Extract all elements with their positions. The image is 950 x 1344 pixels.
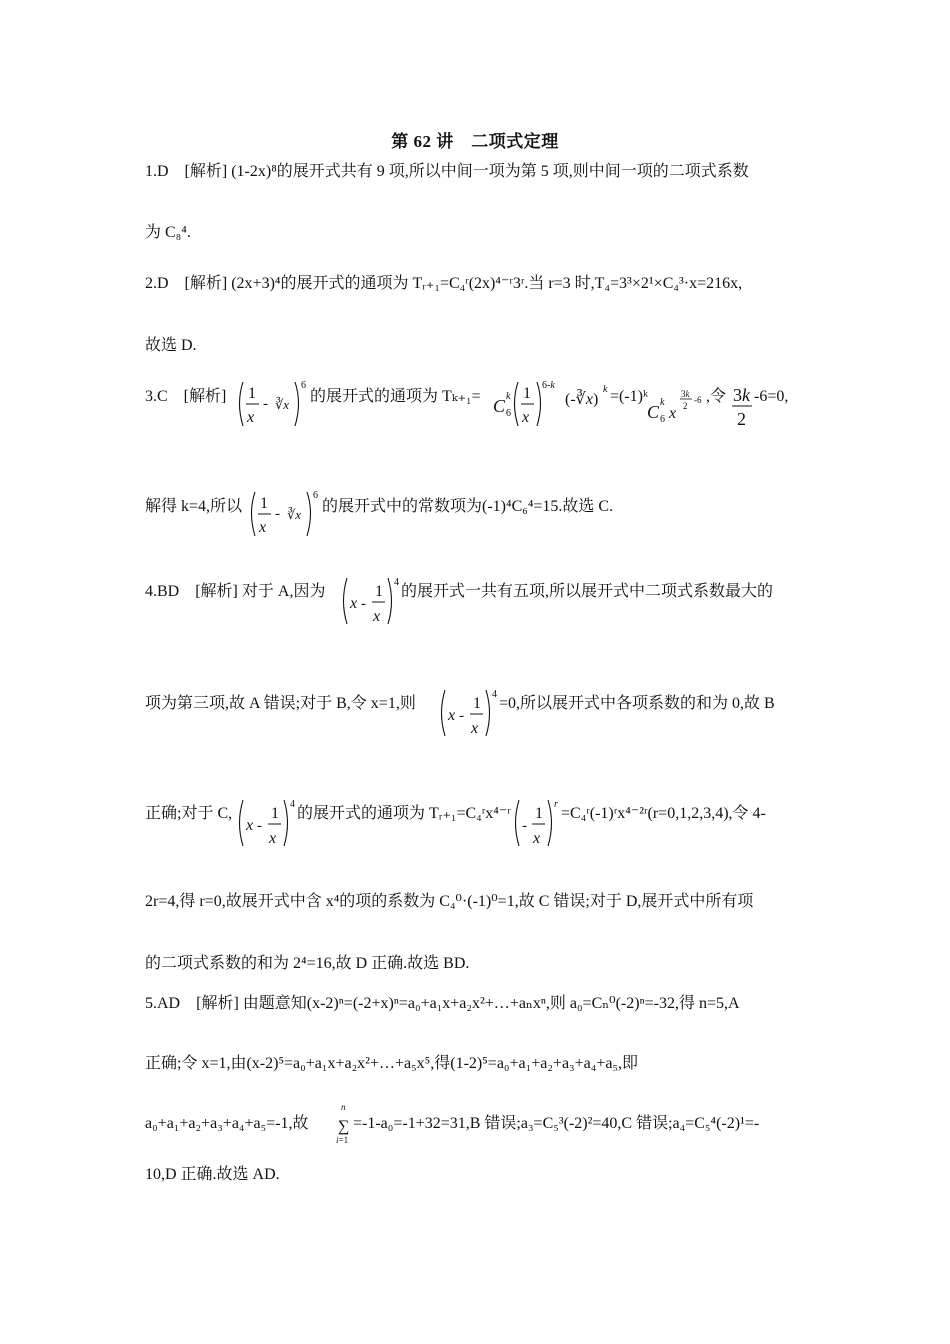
q4-l1-start: 4.BD [解析] 对于 A,因为 xyxy=(145,583,326,600)
q2-line-1: 2.D [解析] (2x+3)⁴的展开式的通项为 Tᵣ₊₁=C₄ʳ(2x)⁴⁻ʳ3ʳ.当 r=3 时,T₄=3³×2¹×C₄³·x=216x, xyxy=(145,275,743,292)
svg-text:6: 6 xyxy=(313,490,318,501)
svg-text:∑: ∑ xyxy=(338,1118,350,1135)
svg-text:1: 1 xyxy=(248,385,256,402)
q4-line-3 xyxy=(145,788,835,848)
q3-eq-text: -6=0, xyxy=(754,388,789,405)
svg-text:∛x: ∛x xyxy=(275,397,290,412)
svg-text:1: 1 xyxy=(260,495,268,512)
q3-label: 3.C [解析] xyxy=(145,388,227,405)
svg-text:i=1: i=1 xyxy=(336,1135,349,1145)
q5-line-3 xyxy=(145,1098,835,1158)
svg-text:4: 4 xyxy=(290,799,295,810)
svg-text:-: - xyxy=(459,708,464,724)
svg-text:x: x xyxy=(533,830,541,847)
q4-line-2 xyxy=(145,678,835,738)
svg-text:-6: -6 xyxy=(694,395,702,405)
q4-l3-mid: 的展开式的通项为 Tᵣ₊₁=C₄ʳx⁴⁻ʳ xyxy=(297,805,511,822)
svg-text:-: - xyxy=(275,506,280,522)
svg-text:1: 1 xyxy=(535,805,543,822)
svg-text:3k: 3k xyxy=(681,389,690,399)
q4-l2-end: =0,所以展开式中各项系数的和为 0,故 B xyxy=(499,695,775,712)
svg-text:x: x xyxy=(350,595,358,612)
q4-line-4: 2r=4,得 r=0,故展开式中含 x⁴的项的系数为 C₄⁰·(-1)⁰=1,故 C 错误;对于 D,展开式中所有项 xyxy=(145,893,754,910)
svg-text:(-∛x): (-∛x) xyxy=(565,391,599,408)
q1-line-1: 1.D [解析] (1-2x)⁸的展开式共有 9 项,所以中间一项为第 5 项,则中间一项的二项式系数 xyxy=(145,163,749,180)
q3-ling-text: ,令 xyxy=(706,388,727,405)
q3-line-1 xyxy=(145,368,835,428)
svg-text:C: C xyxy=(493,396,506,416)
q5-line-1: 5.AD [解析] 由题意知(x-2)ⁿ=(-2+x)ⁿ=a₀+a₁x+a₂x²+…+aₙxⁿ,则 a₀=Cₙ⁰(-2)ⁿ=-32,得 n=5,A xyxy=(145,995,740,1012)
q3-sign-text: =(-1)ᵏ xyxy=(610,388,649,405)
q2-line-2: 故选 D. xyxy=(145,337,197,354)
q4-l2-start: 项为第三项,故 A 错误;对于 B,令 x=1,则 xyxy=(145,695,416,712)
q5-l3-end: =-1-a₀=-1+32=31,B 错误;a₃=C₅³(-2)²=40,C 错误;a₄=C₅⁴(-2)¹=- xyxy=(353,1115,760,1132)
svg-text:2: 2 xyxy=(683,401,688,411)
svg-text:x: x xyxy=(269,830,277,847)
q3-l2-start: 解得 k=4,所以 xyxy=(145,498,243,515)
svg-text:1: 1 xyxy=(271,805,279,822)
q5-line-4: 10,D 正确.故选 AD. xyxy=(145,1166,280,1183)
q4-l3-start: 正确;对于 C, xyxy=(145,805,233,822)
svg-text:-: - xyxy=(522,818,527,834)
svg-text:x: x xyxy=(247,409,255,426)
svg-text:k: k xyxy=(506,391,511,402)
svg-text:1: 1 xyxy=(523,385,531,402)
svg-text:4: 4 xyxy=(492,689,497,700)
svg-text:x: x xyxy=(669,405,677,422)
svg-text:∛x: ∛x xyxy=(287,507,302,522)
q3-mid-text: 的展开式的通项为 Tₖ₊₁= xyxy=(310,388,481,405)
q4-line-1 xyxy=(145,566,835,626)
q4-l1-end: 的展开式一共有五项,所以展开式中二项式系数最大的 xyxy=(401,583,774,600)
svg-text:1: 1 xyxy=(473,695,481,712)
svg-text:-: - xyxy=(263,396,268,412)
svg-text:k: k xyxy=(603,384,608,395)
svg-text:x: x xyxy=(246,817,254,834)
page-title: 第 62 讲 二项式定理 xyxy=(391,132,559,151)
svg-text:x: x xyxy=(471,720,479,737)
svg-text:x: x xyxy=(448,707,456,724)
q4-line-5: 的二项式系数的和为 2⁴=16,故 D 正确.故选 BD. xyxy=(145,955,470,972)
svg-text:3k: 3k xyxy=(733,385,750,405)
q5-line-2: 正确;令 x=1,由(x-2)⁵=a₀+a₁x+a₂x²+…+a₅x⁵,得(1-2)⁵=a₀+a₁+a₂+a₃+a₄+a₅,即 xyxy=(145,1055,639,1072)
svg-text:r: r xyxy=(554,799,558,810)
svg-text:6: 6 xyxy=(506,408,511,419)
svg-text:2: 2 xyxy=(737,409,746,429)
svg-text:k: k xyxy=(660,397,665,408)
svg-text:4: 4 xyxy=(394,577,399,588)
svg-text:6: 6 xyxy=(660,414,665,425)
q4-l3-end: =C₄ʳ(-1)ʳx⁴⁻²ʳ(r=0,1,2,3,4),令 4- xyxy=(561,805,766,822)
svg-text:6: 6 xyxy=(301,380,306,391)
q3-line-2 xyxy=(145,478,835,538)
q5-l3-start: a₀+a₁+a₂+a₃+a₄+a₅=-1,故 xyxy=(145,1115,309,1132)
svg-text:-: - xyxy=(361,596,366,612)
svg-text:1: 1 xyxy=(375,583,383,600)
svg-text:C: C xyxy=(647,402,660,422)
svg-text:x: x xyxy=(522,409,530,426)
q3-l2-end: 的展开式中的常数项为(-1)⁴C₆⁴=15.故选 C. xyxy=(322,498,614,515)
svg-text:6-k: 6-k xyxy=(542,380,555,391)
svg-text:x: x xyxy=(373,608,381,625)
svg-text:-: - xyxy=(257,818,262,834)
svg-text:n: n xyxy=(341,1102,346,1112)
svg-text:x: x xyxy=(259,519,267,536)
q1-line-2: 为 C₈⁴. xyxy=(145,224,191,241)
